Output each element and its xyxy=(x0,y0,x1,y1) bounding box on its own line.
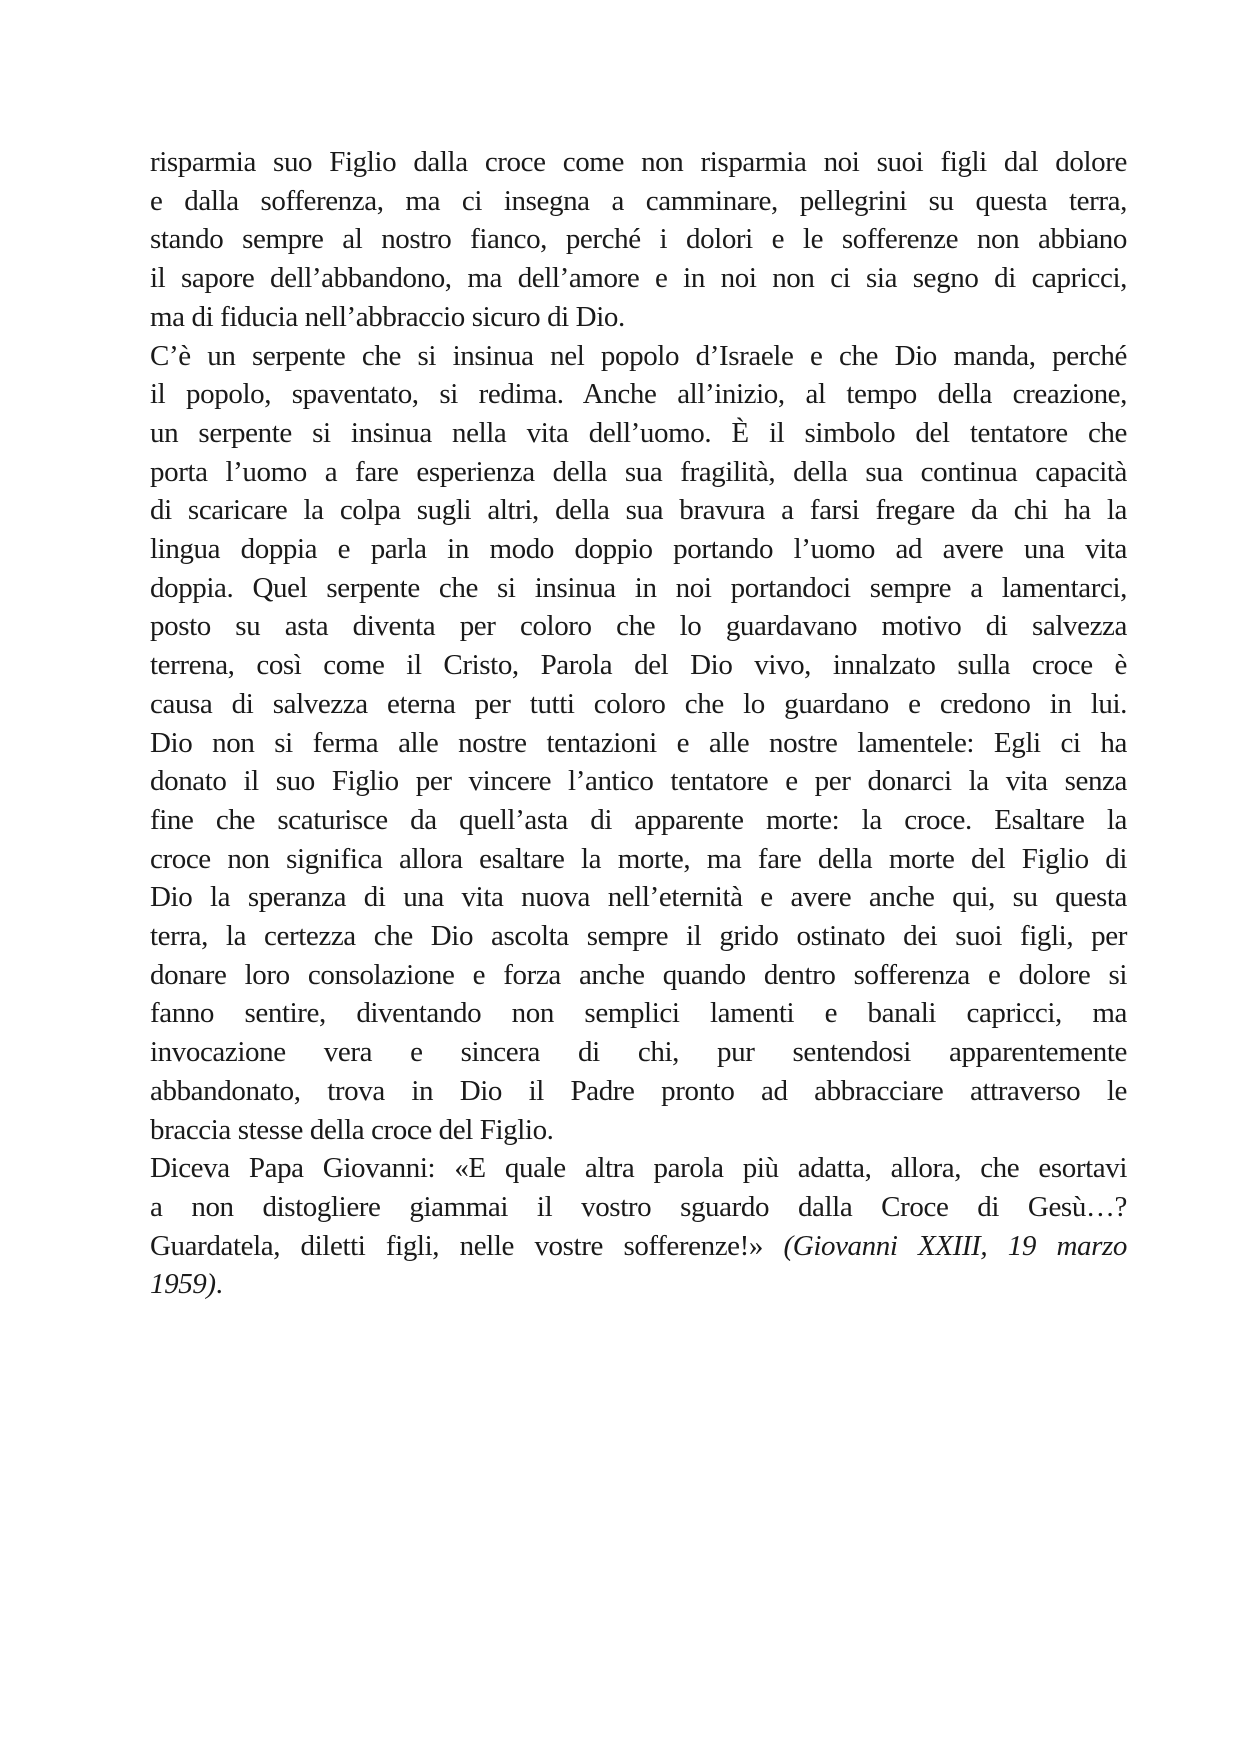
paragraph-3 xyxy=(150,1149,1127,1304)
text-line: il sapore dell’abbandono, ma dell’amore e in noi non ci sia segno di capricci, xyxy=(150,262,1127,295)
text-line: lingua doppia e parla in modo doppio portando l’uomo ad avere una vita xyxy=(150,533,1127,566)
text-line: causa di salvezza eterna per tutti coloro che lo guardano e credono in lui. xyxy=(150,687,1127,720)
text-line: invocazione vera e sincera di chi, pur sentendosi apparentemente xyxy=(150,1036,1127,1069)
document-page xyxy=(150,143,1127,1304)
text-line: un serpente si insinua nella vita dell’uomo. È il simbolo del tentatore che xyxy=(150,416,1127,449)
citation-end-line xyxy=(150,1265,1127,1304)
text-line: doppia. Quel serpente che si insinua in noi portandoci sempre a lamentarci, xyxy=(150,571,1127,604)
paragraph-1 xyxy=(150,143,1127,337)
text-line: C’è un serpente che si insinua nel popolo d’Israele e che Dio manda, perché xyxy=(150,339,1127,372)
text-line: braccia stesse della croce del Figlio. xyxy=(150,1113,554,1146)
text-line: abbandonato, trova in Dio il Padre pronto ad abbracciare attraverso le xyxy=(150,1074,1127,1107)
text-line: ma di fiducia nell’abbraccio sicuro di Dio. xyxy=(150,300,625,333)
text-line: terrena, così come il Cristo, Parola del Dio vivo, innalzato sulla croce è xyxy=(150,649,1127,682)
text-line: donare loro consolazione e forza anche quando dentro sofferenza e dolore si xyxy=(150,958,1127,991)
text-line: e dalla sofferenza, ma ci insegna a camminare, pellegrini su questa terra, xyxy=(150,184,1127,217)
text-line: Dio la speranza di una vita nuova nell’eternità e avere anche qui, su questa xyxy=(150,881,1127,914)
text-line: di scaricare la colpa sugli altri, della sua bravura a farsi fregare da chi ha la xyxy=(150,494,1127,527)
paragraph-2 xyxy=(150,337,1127,1150)
text-line: Dio non si ferma alle nostre tentazioni e alle nostre lamentele: Egli ci ha xyxy=(150,726,1127,759)
citation-punct: . xyxy=(215,1268,223,1301)
text-line: stando sempre al nostro fianco, perché i dolori e le sofferenze non abbiano xyxy=(150,223,1127,256)
text-line: donato il suo Figlio per vincere l’antico tentatore e per donarci la vita senza xyxy=(150,765,1127,798)
text-line: posto su asta diventa per coloro che lo guardavano motivo di salvezza xyxy=(150,610,1127,643)
citation-end: 1959) xyxy=(150,1268,216,1301)
quote-line xyxy=(150,1227,1127,1266)
quote-text: Guardatela, diletti figli, nelle vostre sofferenze!» xyxy=(150,1229,784,1262)
text-line: Diceva Papa Giovanni: «E quale altra parola più adatta, allora, che esortavi xyxy=(150,1152,1127,1185)
text-line: a non distogliere giammai il vostro sguardo dalla Croce di Gesù…? xyxy=(150,1190,1127,1223)
text-line: terra, la certezza che Dio ascolta sempre il grido ostinato dei suoi figli, per xyxy=(150,920,1127,953)
text-line: croce non significa allora esaltare la morte, ma fare della morte del Figlio di xyxy=(150,842,1127,875)
text-line: risparmia suo Figlio dalla croce come non risparmia noi suoi figli dal dolore xyxy=(150,146,1127,178)
citation: (Giovanni XXIII, 19 marzo xyxy=(783,1229,1127,1262)
text-line: fine che scaturisce da quell’asta di apparente morte: la croce. Esaltare la xyxy=(150,803,1127,836)
text-line: fanno sentire, diventando non semplici lamenti e banali capricci, ma xyxy=(150,997,1127,1030)
text-line: il popolo, spaventato, si redima. Anche all’inizio, al tempo della creazione, xyxy=(150,378,1127,411)
text-line: porta l’uomo a fare esperienza della sua fragilità, della sua continua capacità xyxy=(150,455,1127,488)
